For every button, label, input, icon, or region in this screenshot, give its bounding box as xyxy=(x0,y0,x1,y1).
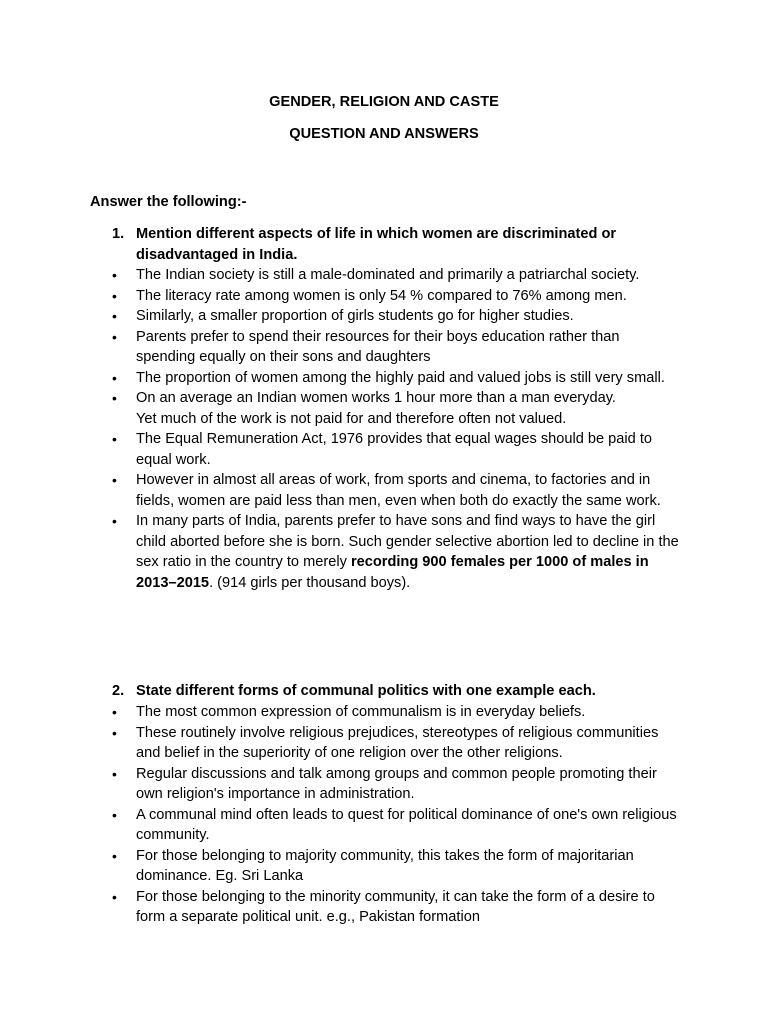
list-item xyxy=(112,470,682,511)
bullet-icon: • xyxy=(112,390,117,406)
document-title: GENDER, RELIGION AND CASTE xyxy=(269,94,499,110)
bullet-icon: • xyxy=(112,472,117,488)
answer-text: These routinely involve religious prejudices, stereotypes of religious communities and belief in the superiority of one religion over the other religions. xyxy=(136,724,659,761)
question-text: State different forms of communal politics with one example each. xyxy=(136,683,596,699)
answer-text: A communal mind often leads to quest for political dominance of one's own religious community. xyxy=(136,806,677,843)
question-number: 2. xyxy=(112,683,125,699)
list-item xyxy=(112,702,682,723)
question-2 xyxy=(112,681,682,702)
list-item xyxy=(112,805,682,846)
answer-text-emphasis: recording 900 females per 1000 of males in 2013–2015 xyxy=(136,554,649,591)
list-item xyxy=(112,306,682,327)
answer-text-mixed xyxy=(136,511,682,593)
bullet-icon: • xyxy=(112,765,117,782)
bullet-icon: • xyxy=(112,513,117,529)
bullet-icon: • xyxy=(112,267,117,283)
list-item xyxy=(112,327,682,368)
bullet-icon: • xyxy=(112,806,117,823)
answer-text: Similarly, a smaller proportion of girls students go for higher studies. xyxy=(136,308,574,324)
list-item xyxy=(112,286,682,307)
answer-text: Parents prefer to spend their resources for their boys education rather than spending equally on their sons and daughters xyxy=(136,328,620,365)
answer-text: Regular discussions and talk among groups and common people promoting their own religion's importance in administration. xyxy=(136,765,657,802)
answer-text: The Indian society is still a male-dominated and primarily a patriarchal society. xyxy=(136,267,640,283)
list-item xyxy=(112,368,682,389)
bullet-icon: • xyxy=(112,287,117,304)
answer-list-2 xyxy=(112,702,682,928)
document-subtitle: QUESTION AND ANSWERS xyxy=(289,126,479,142)
bullet-icon: • xyxy=(112,369,117,386)
question-text: Mention different aspects of life in which women are discriminated or disadvantaged in India. xyxy=(136,226,617,263)
answer-text-part: . (914 girls per thousand boys). xyxy=(209,574,411,591)
instructions-heading: Answer the following:- xyxy=(90,194,247,210)
answer-text: For those belonging to majority community, this takes the form of majoritarian dominance. Eg. Sri Lanka xyxy=(136,847,634,884)
bullet-icon: • xyxy=(112,847,117,864)
answer-text: On an average an Indian women works 1 hour more than a man everyday. Yet much of the work is not paid for and therefore often not valued. xyxy=(136,390,616,427)
question-1 xyxy=(112,224,682,265)
list-item xyxy=(112,887,682,928)
answer-list-1 xyxy=(112,265,682,593)
bullet-icon: • xyxy=(112,724,117,741)
answer-text-part: In many parts of India, parents prefer to have sons and find ways to have the girl child aborted before she is born. Such gender selective abortion led to decline in the sex ratio in the country to merely xyxy=(136,513,679,570)
question-number: 1. xyxy=(112,226,125,242)
answer-text: The proportion of women among the highly paid and valued jobs is still very small. xyxy=(136,369,665,386)
bullet-icon: • xyxy=(112,704,117,720)
bullet-icon: • xyxy=(112,431,117,447)
list-item xyxy=(112,723,682,764)
list-item xyxy=(112,511,682,593)
bullet-icon: • xyxy=(112,888,117,905)
bullet-icon: • xyxy=(112,328,117,345)
list-item xyxy=(112,388,682,429)
answer-text: The most common expression of communalism is in everyday beliefs. xyxy=(136,704,586,720)
answer-text: For those belonging to the minority community, it can take the form of a desire to form a separate political unit. e.g., Pakistan formation xyxy=(136,888,655,925)
list-item xyxy=(112,846,682,887)
list-item xyxy=(112,429,682,470)
list-item xyxy=(112,265,682,286)
answer-text: The literacy rate among women is only 54 % compared to 76% among men. xyxy=(136,287,627,304)
list-item xyxy=(112,764,682,805)
answer-text: The Equal Remuneration Act, 1976 provides that equal wages should be paid to equal work. xyxy=(136,431,652,468)
bullet-icon: • xyxy=(112,308,117,324)
answer-text: However in almost all areas of work, from sports and cinema, to factories and in fields, women are paid less than men, even when both do exactly the same work. xyxy=(136,472,661,509)
